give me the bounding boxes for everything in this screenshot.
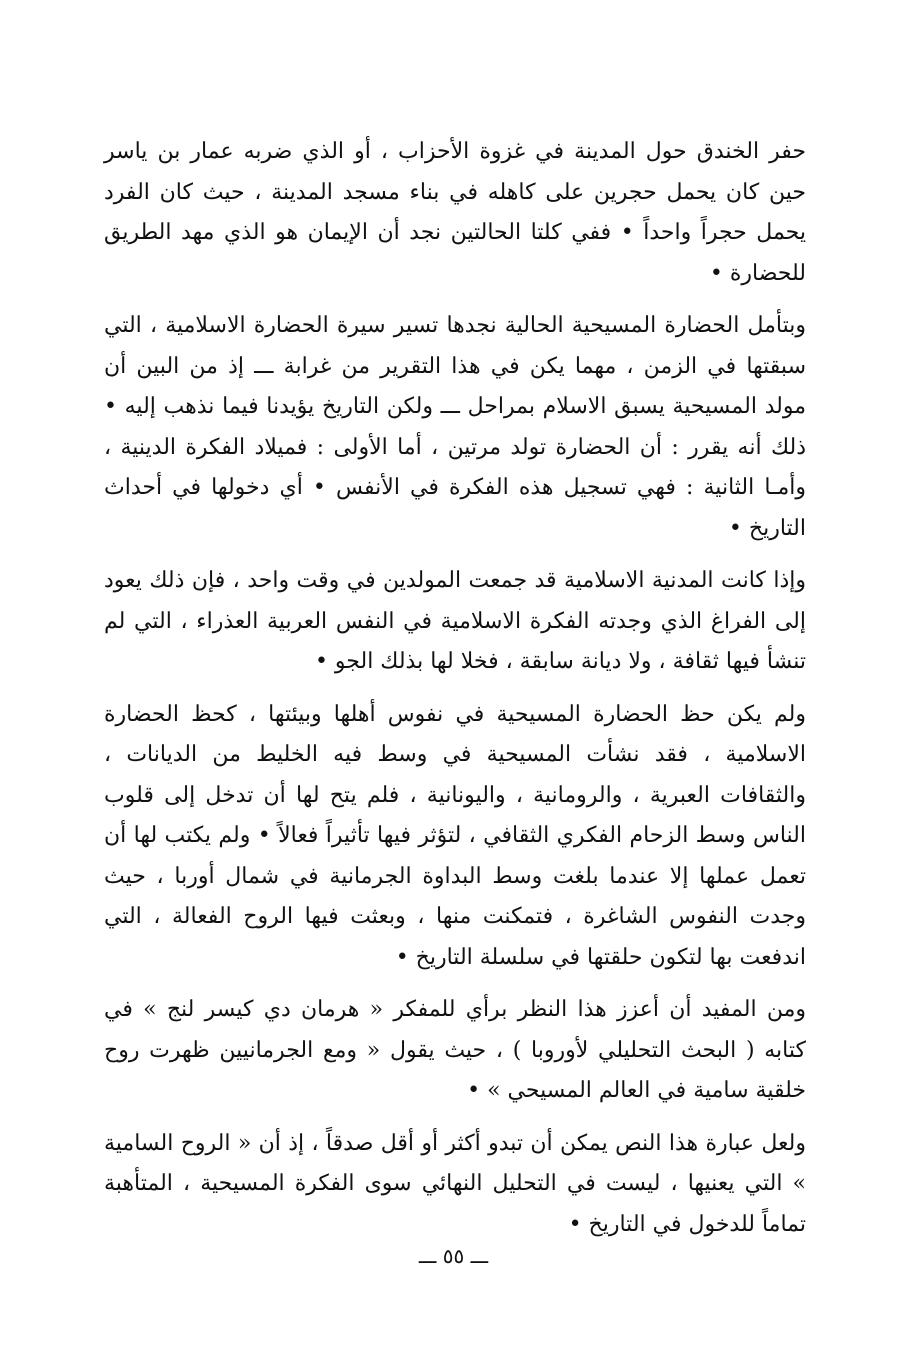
body-text xyxy=(104,132,806,1245)
page-number: ـــ ٥٥ ـــ xyxy=(418,1244,489,1268)
paragraph-1: حفر الخندق حول المدينة في غزوة الأحزاب ، أو الذي ضربه عمار بن ياسر حين كان يحمل حجرين على كاهله في بناء مسجد المدينة ، حيث كان الفرد يحمل حجراً واحداً • ففي كلتا الحالتين نجد أن الإيمان هو الذي مهد الطريق للحضارة • xyxy=(104,139,806,286)
paragraph-4: ولم يكن حظ الحضارة المسيحية في نفوس أهلها وبيئتها ، كحظ الحضارة الاسلامية ، فقد نشأت المسيحية في وسط فيه الخليط من الديانات ، والثقافات العبرية ، والرومانية ، واليونانية ، فلم يتح لها أن تدخل إلى قلوب الناس وسط الزحام الفكري الثقافي ، لتؤثر فيها تأثيراً فعالاً • ولم يكتب لها أن تعمل عملها إلا عندما بلغت وسط البداوة الجرمانية في شمال أوربا ، حيث وجدت النفوس الشاغرة ، فتمكنت منها ، وبعثت فيها الروح الفعالة ، التي اندفعت بها لتكون حلقتها في سلسلة التاريخ • xyxy=(104,701,806,970)
paragraph-3: وإذا كانت المدنية الاسلامية قد جمعت المولدين في وقت واحد ، فإن ذلك يعود إلى الفراغ الذي وجدته الفكرة الاسلامية في النفس العربية العذراء ، التي لم تنشأ فيها ثقافة ، ولا ديانة سابقة ، فخلا لها بذلك الجو • xyxy=(104,568,806,674)
paragraph-6: ولعل عبارة هذا النص يمكن أن تبدو أكثر أو أقل صدقاً ، إذ أن « الروح السامية » التي يعنيها ، ليست في التحليل النهائي سوى الفكرة المسيحية ، المتأهبة تماماً للدخول في التاريخ • xyxy=(104,1130,806,1237)
paragraph-5: ومن المفيد أن أعزز هذا النظر برأي للمفكر « هرمان دي كيسر لنج » في كتابه ( البحث التحليلي لأوروبا ) ، حيث يقول « ومع الجرمانيين ظهرت روح خلقية سامية في العالم المسيحي » • xyxy=(104,997,806,1103)
paragraph-2: وبتأمل الحضارة المسيحية الحالية نجدها تسير سيرة الحضارة الاسلامية ، التي سبقتها في الزمن ، مهما يكن في هذا التقرير من غرابة ـــ إذ من البين أن مولد المسيحية يسبق الاسلام بمراحل ـــ ولكن التاريخ يؤيدنا فيما نذهب إليه • ذلك أنه يقرر : أن الحضارة تولد مرتين ، أما الأولى : فميلاد الفكرة الدينية ، وأمـا الثانية : فهي تسجيل هذه الفكرة في الأنفس • أي دخولها في أحداث التاريخ • xyxy=(104,313,806,541)
